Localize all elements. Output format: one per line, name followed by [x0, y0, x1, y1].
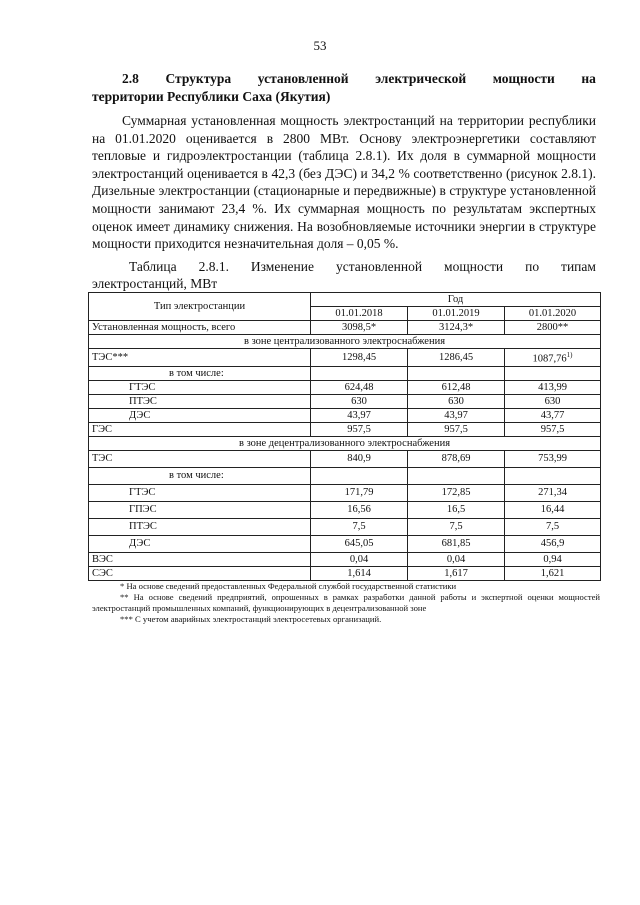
table-cell [408, 467, 505, 484]
table-caption [92, 258, 596, 292]
table-row [89, 394, 601, 408]
row-label: ДЭС [89, 535, 311, 552]
cell-value: 1087,76 [532, 353, 567, 365]
header-plant-type: Тип электростанции [89, 293, 311, 321]
row-label: ГТЭС [89, 380, 311, 394]
table-cell: 1298,45 [311, 349, 408, 367]
page-number: 53 [313, 38, 327, 53]
table-cell: 43,77 [505, 408, 601, 422]
table-cell: 7,5 [311, 518, 408, 535]
section-row [89, 335, 601, 349]
table-cell: 43,97 [311, 408, 408, 422]
table-row [89, 467, 601, 484]
table-cell: 3124,3* [408, 321, 505, 335]
table-cell: 957,5 [408, 422, 505, 436]
table-row [89, 552, 601, 566]
intro-paragraph: Суммарная установленная мощность электростанций на территории республики на 01.01.2020 оценивается в 2800 МВт. Основу электроэнергетики составляют тепловые и гидроэлектростанции (таблица 2.8.1). Их доля в суммарной мощности электростанций оценивается в 42,3 (без ДЭС) и 34,2 % соответственно (рисунок 2.8.1). Дизельные электростанции (стационарные и передвижные) в структуре установленной мощности занимают 23,4 %. Их суммарная мощность по результатам экспертных оценок имеет динамику снижения. На возобновляемые источники энергии в структуре мощности приходится незначительная доля – 0,05 %. [92, 113, 596, 252]
table-cell: 2800** [505, 321, 601, 335]
table-cell: 630 [505, 394, 601, 408]
heading-word: электрической [375, 71, 467, 86]
section-row [89, 436, 601, 450]
table-cell [311, 366, 408, 380]
table-cell: 957,5 [311, 422, 408, 436]
footnote-marker: 1) [566, 351, 573, 359]
row-label: ГТЭС [89, 484, 311, 501]
table-cell: 645,05 [311, 535, 408, 552]
caption-word: установленной [335, 259, 423, 274]
table-header-row [89, 293, 601, 307]
table-cell: 0,94 [505, 552, 601, 566]
table-cell: 1,617 [408, 566, 505, 580]
row-label: ГЭС [89, 422, 311, 436]
row-label: ТЭС*** [89, 349, 311, 367]
table-cell [408, 366, 505, 380]
table-cell: 957,5 [505, 422, 601, 436]
row-label: Установленная мощность, всего [89, 321, 311, 335]
table-cell: 16,56 [311, 501, 408, 518]
table-row [89, 422, 601, 436]
caption-word: мощности [444, 259, 504, 274]
table-cell [505, 349, 601, 367]
table-cell: 16,44 [505, 501, 601, 518]
caption-word: Изменение [250, 259, 314, 274]
table-row [89, 349, 601, 367]
table-row [89, 566, 601, 580]
table-cell: 171,79 [311, 484, 408, 501]
table-row [89, 408, 601, 422]
heading-word: Структура [165, 71, 232, 86]
row-label: ПТЭС [89, 394, 311, 408]
heading-line-1 [92, 70, 596, 88]
table-row [89, 450, 601, 467]
table-cell: 413,99 [505, 380, 601, 394]
row-label: ГПЭС [89, 501, 311, 518]
row-label: ТЭС [89, 450, 311, 467]
caption-line-2: электростанций, МВт [92, 276, 218, 291]
table-cell [505, 366, 601, 380]
table-row [89, 501, 601, 518]
table-cell: 630 [311, 394, 408, 408]
row-label: ДЭС [89, 408, 311, 422]
caption-word: Таблица [129, 259, 177, 274]
table-row [89, 321, 601, 335]
table-cell: 456,9 [505, 535, 601, 552]
footnote-1: * На основе сведений предоставленных Федеральной службой государственной статистики [120, 581, 457, 591]
row-label: ПТЭС [89, 518, 311, 535]
header-year: 01.01.2019 [408, 307, 505, 321]
header-year-group: Год [311, 293, 601, 307]
table-cell: 753,99 [505, 450, 601, 467]
section-heading [92, 70, 596, 106]
table-cell: 16,5 [408, 501, 505, 518]
table-cell: 1,621 [505, 566, 601, 580]
table-cell: 612,48 [408, 380, 505, 394]
table-cell: 624,48 [311, 380, 408, 394]
row-label: ВЭС [89, 552, 311, 566]
table-cell: 3098,5* [311, 321, 408, 335]
caption-word: типам [561, 259, 596, 274]
table-cell: 1,614 [311, 566, 408, 580]
heading-number: 2.8 [122, 71, 139, 86]
row-label: в том числе: [89, 366, 311, 380]
table-cell: 7,5 [505, 518, 601, 535]
header-year: 01.01.2018 [311, 307, 408, 321]
row-label: СЭС [89, 566, 311, 580]
table-cell: 0,04 [311, 552, 408, 566]
footnote-3: *** С учетом аварийных электростанций электросетевых организаций. [120, 614, 382, 624]
heading-word: мощности [492, 71, 555, 86]
section-label: в зоне централизованного электроснабжения [89, 335, 601, 349]
table-cell: 1286,45 [408, 349, 505, 367]
table-cell: 7,5 [408, 518, 505, 535]
header-year: 01.01.2020 [505, 307, 601, 321]
table-cell: 878,69 [408, 450, 505, 467]
table-cell: 681,85 [408, 535, 505, 552]
heading-word: на [581, 71, 596, 86]
table-cell: 630 [408, 394, 505, 408]
caption-word: 2.8.1. [198, 259, 229, 274]
table-cell: 43,97 [408, 408, 505, 422]
heading-line-2: территории Республики Саха (Якутия) [92, 89, 331, 104]
table-row [89, 484, 601, 501]
section-label: в зоне децентрализованного электроснабжения [89, 436, 601, 450]
footnote-2: ** На основе сведений предприятий, опрошенных в рамках разработки данной работы и экспертной оценки мощностей электростанций промышленных компаний, функционирующих в децентрализованной зоне [92, 592, 600, 613]
caption-word: по [525, 259, 540, 274]
row-label: в том числе: [89, 467, 311, 484]
table-row [89, 380, 601, 394]
caption-line-1 [92, 258, 596, 275]
footnotes [92, 581, 600, 625]
table-cell [311, 467, 408, 484]
table-cell: 172,85 [408, 484, 505, 501]
table-row [89, 518, 601, 535]
table-cell: 271,34 [505, 484, 601, 501]
table-cell [505, 467, 601, 484]
table-row [89, 366, 601, 380]
heading-word: установленной [257, 71, 349, 86]
capacity-table [88, 292, 601, 581]
table-cell: 840,9 [311, 450, 408, 467]
table-row [89, 535, 601, 552]
table-cell: 0,04 [408, 552, 505, 566]
